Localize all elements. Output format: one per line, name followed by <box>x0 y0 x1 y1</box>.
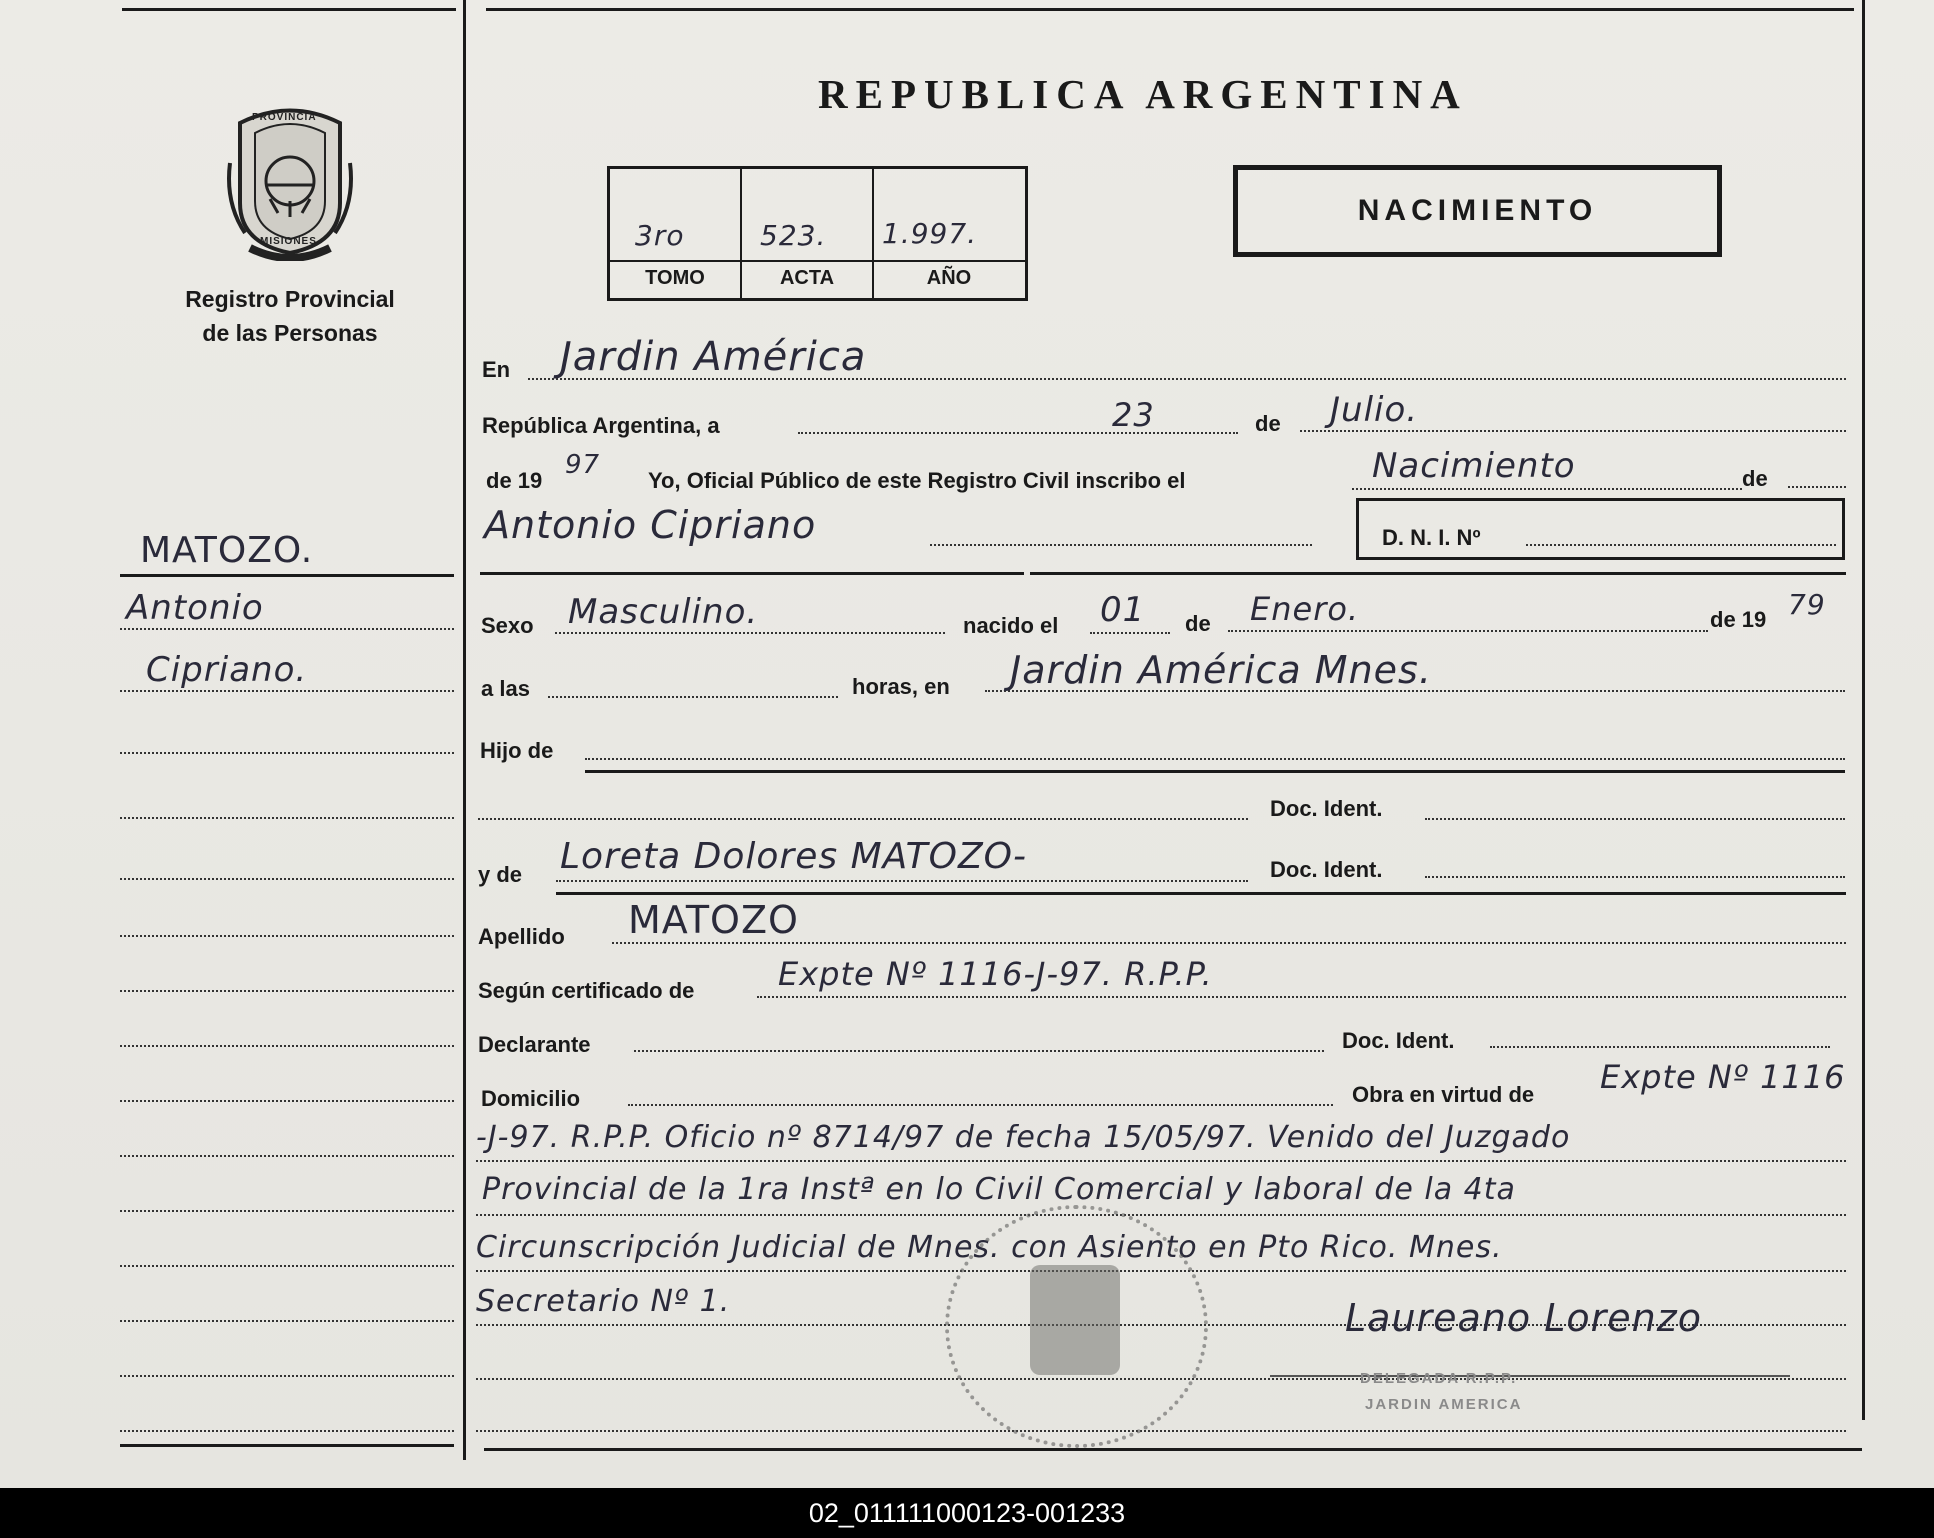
margin-line <box>120 990 454 992</box>
month-dots <box>1300 430 1846 432</box>
margin-line <box>120 1045 454 1047</box>
margin-given-name-2: Cipriano. <box>146 650 308 690</box>
acta-value: 523. <box>760 219 827 252</box>
note-line-3: Circunscripción Judicial de Mnes. con Asiento en Pto Rico. Mnes. <box>476 1230 1503 1265</box>
birth-day-value: 01 <box>1100 590 1146 630</box>
mother-doc-ident-label: Doc. Ident. <box>1270 857 1383 882</box>
father-doc-ident-label: Doc. Ident. <box>1270 796 1383 821</box>
margin-surname-line <box>120 574 454 577</box>
mother-doc-dots <box>1425 876 1845 878</box>
person-section-rule-left <box>480 572 1024 575</box>
birth-day-dots <box>1090 632 1170 634</box>
birth-year-suffix-value: 79 <box>1788 588 1826 621</box>
segun-dots <box>757 996 1846 998</box>
top-rule-right <box>486 8 1854 11</box>
seal-line-1: DELEGADA R.P.P. <box>1360 1370 1518 1387</box>
note-dots-1 <box>476 1160 1846 1162</box>
margin-line <box>120 690 454 692</box>
inscribo-dots <box>1352 488 1742 490</box>
mother-value: Loreta Dolores MATOZO- <box>560 836 1027 877</box>
person-name-value: Antonio Cipriano <box>484 503 817 547</box>
father-doc-dots <box>1425 818 1845 820</box>
emblem-text-bottom: MISIONES <box>260 236 317 247</box>
declarante-doc-dots <box>1490 1046 1830 1048</box>
apellido-dots <box>612 942 1846 944</box>
acta-label: ACTA <box>779 267 835 289</box>
alas-dots <box>548 696 838 698</box>
sexo-dots <box>555 632 945 634</box>
sexo-label: Sexo <box>481 613 534 638</box>
dni-label: D. N. I. Nº <box>1382 525 1481 550</box>
nacido-label: nacido el <box>963 613 1059 638</box>
mother-section-rule <box>556 892 1846 895</box>
declarante-dots <box>634 1050 1324 1052</box>
sexo-value: Masculino. <box>568 592 759 632</box>
republica-label: República Argentina, a <box>482 413 720 438</box>
birth-year-prefix: de 19 <box>1710 607 1767 632</box>
margin-line <box>120 817 454 819</box>
margin-given-name-1: Antonio <box>126 588 264 628</box>
birth-de-label: de <box>1185 611 1211 636</box>
signature: Laureano Lorenzo <box>1345 1296 1702 1340</box>
person-name-dots <box>930 544 1312 546</box>
republica-day-dots <box>798 432 1238 434</box>
month-value: Julio. <box>1330 390 1419 430</box>
margin-line <box>120 1155 454 1157</box>
emblem-text-top: PROVINCIA <box>252 112 317 123</box>
anio-value: 1.997. <box>882 217 978 250</box>
yde-label: y de <box>478 862 523 887</box>
margin-line <box>120 1430 454 1432</box>
declarante-doc-ident-label: Doc. Ident. <box>1342 1028 1455 1053</box>
de-label-2: de <box>1742 466 1768 491</box>
birth-month-dots <box>1228 630 1708 632</box>
en-label: En <box>482 357 511 382</box>
en-value: Jardin América <box>560 334 867 380</box>
birth-month-value: Enero. <box>1250 590 1360 628</box>
birth-place-value: Jardin América Mnes. <box>1010 648 1432 692</box>
image-id-caption: 02_011111000123-001233 <box>0 1488 1934 1538</box>
oficial-text: Yo, Oficial Público de este Registro Civil inscribo el <box>648 468 1186 493</box>
office-name <box>160 282 420 350</box>
de-label: de <box>1255 411 1281 436</box>
note-line-2: Provincial de la 1ra Instª en lo Civil Comercial y laboral de la 4ta <box>482 1172 1516 1207</box>
anio-label: AÑO <box>926 267 972 289</box>
signature-line <box>1270 1375 1790 1377</box>
act-type-box: NACIMIENTO <box>1233 165 1722 257</box>
margin-line <box>120 1265 454 1267</box>
obra-label: Obra en virtud de <box>1352 1082 1535 1107</box>
margin-line <box>120 935 454 937</box>
father-name-dots <box>478 818 1248 820</box>
note-dots-2 <box>476 1214 1846 1216</box>
bottom-rule-right <box>484 1448 1862 1451</box>
hijo-dots <box>585 758 1845 760</box>
margin-line <box>120 628 454 630</box>
apellido-value: MATOZO <box>628 898 799 942</box>
margin-line <box>120 878 454 880</box>
alas-label: a las <box>481 676 530 701</box>
obra-value: Expte Nº 1116 <box>1600 1058 1846 1096</box>
father-rule <box>585 770 1845 773</box>
segun-value: Expte Nº 1116-J-97. R.P.P. <box>778 955 1213 993</box>
declarante-label: Declarante <box>478 1032 591 1057</box>
hijo-label: Hijo de <box>480 738 554 763</box>
note-dots-6 <box>476 1430 1846 1432</box>
segun-label: Según certificado de <box>478 978 695 1003</box>
mother-dots <box>556 880 1248 882</box>
horas-label: horas, en <box>852 674 950 699</box>
domicilio-label: Domicilio <box>481 1086 581 1111</box>
domicilio-dots <box>628 1104 1333 1106</box>
year-prefix-label: de 19 <box>486 468 543 493</box>
margin-line <box>120 1375 454 1377</box>
tomo-label: TOMO <box>645 267 705 289</box>
office-name-line1: Registro Provincial <box>185 286 395 312</box>
day-value: 23 <box>1112 396 1155 434</box>
margin-line <box>120 752 454 754</box>
dni-dots <box>1526 544 1836 546</box>
note-line-1: -J-97. R.P.P. Oficio nº 8714/97 de fecha 15/05/97. Venido del Juzgado <box>476 1120 1571 1155</box>
note-line-4: Secretario Nº 1. <box>476 1284 731 1319</box>
right-border <box>1862 0 1865 1420</box>
margin-line <box>120 1100 454 1102</box>
registration-box-midline <box>610 260 1025 262</box>
top-rule-left <box>122 8 456 11</box>
registration-box <box>607 166 1028 301</box>
stamp-emblem-icon <box>1030 1265 1120 1375</box>
margin-line <box>120 1210 454 1212</box>
country-title: REPUBLICA ARGENTINA <box>818 71 1468 117</box>
column-divider <box>463 0 466 1460</box>
person-section-rule-right <box>1030 572 1846 575</box>
margin-surname: MATOZO. <box>140 530 314 571</box>
inscribo-value: Nacimiento <box>1372 446 1576 486</box>
office-name-line2: de las Personas <box>202 320 378 346</box>
apellido-label: Apellido <box>478 924 565 949</box>
seal-line-2: JARDIN AMERICA <box>1365 1396 1523 1413</box>
tomo-value: 3ro <box>635 219 685 252</box>
de2-dots <box>1788 486 1846 488</box>
year-suffix-value: 97 <box>565 450 601 480</box>
margin-line <box>120 1320 454 1322</box>
margin-bottom-rule <box>120 1444 454 1447</box>
